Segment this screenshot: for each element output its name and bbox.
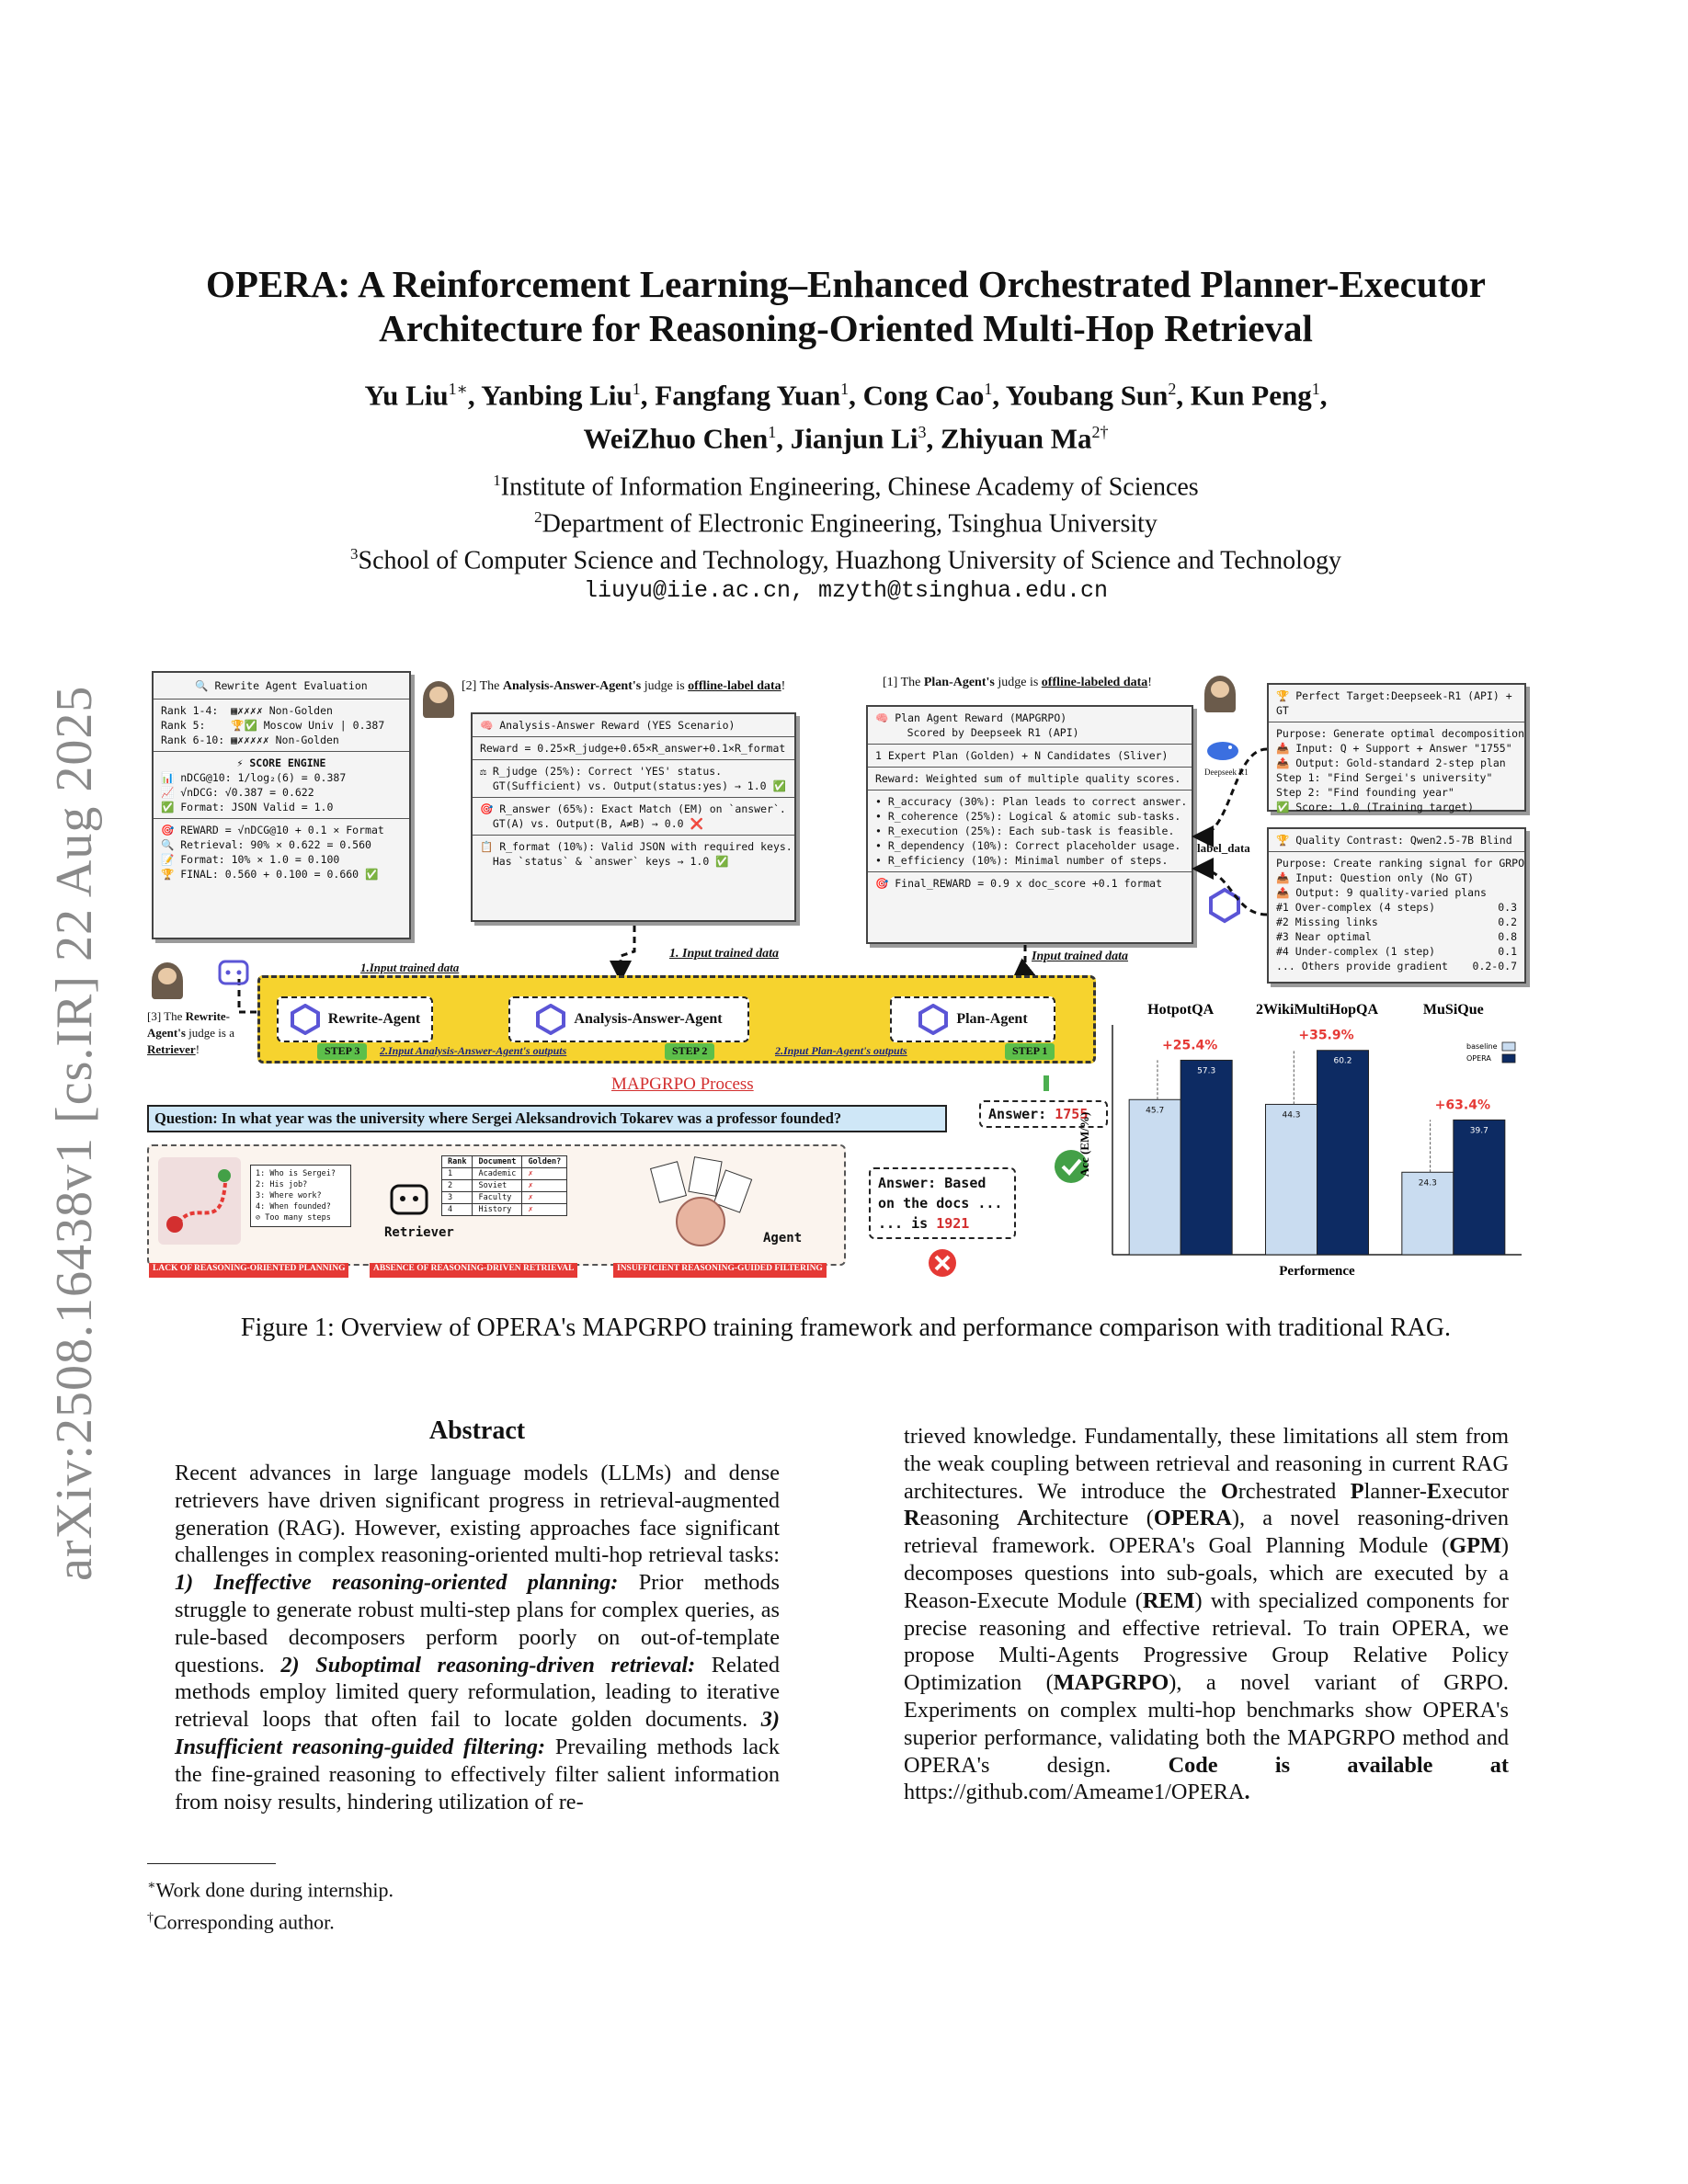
footnotes: [147, 1863, 791, 1937]
table-header-cell: Golden?: [522, 1156, 567, 1168]
text-run: Prior methods struggle to generate robust multi-step plans for complex queries, as rule-based decomposers perform poorly on out-of-template questions.: [175, 1570, 780, 1678]
author-name: Yu Liu: [364, 379, 449, 412]
author-affil-mark: 1: [768, 423, 777, 442]
sub-question: 1: Who is Sergei?: [256, 1169, 336, 1178]
label-part: judge is: [994, 676, 1042, 689]
quality-row-label: #3 Near optimal: [1276, 930, 1372, 943]
table-row: [442, 1168, 567, 1180]
author-emails[interactable]: liuyu@iie.ac.cn, mzyth@tsinghua.edu.cn: [583, 576, 1109, 604]
step-2-badge: STEP 2: [665, 1043, 714, 1060]
footnote-mark: ∗: [147, 1879, 156, 1893]
bold-text: O: [1220, 1478, 1238, 1504]
quality-line: 📥 Input: Question only (No GT): [1276, 871, 1475, 884]
bold-text: A: [1017, 1506, 1033, 1531]
rewriter-judge-label: [147, 1008, 257, 1058]
perfect-target-line: Purpose: Generate optimal decomposition: [1276, 727, 1525, 740]
abstract-heading: Abstract: [428, 1416, 526, 1445]
plan-title-line: Scored by Deepseek R1 (API): [875, 726, 1079, 739]
rewrite-eval-title: 🔍 Rewrite Agent Evaluation: [195, 679, 368, 692]
footnote: [147, 1871, 791, 1904]
text-run: ) decomposes questions into sub-goals, which are executed by a Reason-Execute Module (: [904, 1533, 1509, 1613]
correct-answer-value: 1755: [1055, 1106, 1089, 1122]
affiliation-text: Institute of Information Engineering, Chinese Academy of Sciences: [500, 472, 1199, 501]
plan-reward-item: • R_dependency (10%): Correct placeholder usage.: [875, 839, 1181, 852]
plan-reward-item: • R_efficiency (10%): Minimal number of steps.: [875, 854, 1169, 867]
judge-line: GT(Sufficient) vs. Output(status:yes) → 1.0 ✅: [480, 779, 786, 792]
table-row: [442, 1192, 567, 1204]
bold-text: P: [1350, 1478, 1364, 1504]
perfect-target-line: 📥 Input: Q + Support + Answer "1755": [1276, 742, 1512, 755]
rank-line: Rank 5: 🏆✅ Moscow Univ | 0.387: [161, 719, 385, 732]
author-name: Cong Cao: [862, 379, 985, 412]
perfect-target-line: 📤 Output: Gold-standard 2-step plan: [1276, 756, 1506, 769]
deepseek-label: Deepseek R1: [1204, 768, 1249, 777]
bar-baseline: [1266, 1104, 1317, 1255]
footnote-rule: [147, 1863, 276, 1864]
mapgrpo-process-title: MAPGRPO Process: [611, 1075, 754, 1094]
author-name: Zhiyuan Ma: [940, 422, 1092, 455]
label-part: Plan-Agent's: [923, 676, 995, 689]
bold-text: R: [904, 1506, 920, 1531]
table-cell: 3: [442, 1192, 473, 1204]
category-label: 2WikiMultiHopQA: [1255, 1002, 1379, 1018]
quality-row-score: 0.8: [1498, 930, 1517, 943]
bold-text: .: [1244, 1780, 1250, 1805]
text-run: Prevailing methods lack the fine-grained reasoning to effectively filter salient information from noisy results, hindering utilization of re-: [175, 1734, 780, 1814]
quality-line: 📤 Output: 9 quality-varied plans: [1276, 886, 1487, 899]
affiliation: [138, 539, 1554, 575]
arxiv-stamp: arXiv:2508.16438v1 [cs.IR] 22 Aug 2025: [46, 685, 103, 1581]
table-cell: ✗: [522, 1180, 567, 1192]
footnote-text: Work done during internship.: [155, 1878, 394, 1902]
table-cell: ✗: [522, 1192, 567, 1204]
bold-text: OPERA: [1153, 1506, 1232, 1531]
bar-opera: [1180, 1060, 1232, 1255]
label-part: [2] The: [462, 679, 503, 693]
footnote: [147, 1904, 791, 1936]
label-part: [3] The: [147, 1009, 186, 1023]
figure-1: [147, 666, 1526, 1291]
reward-line: 📝 Format: 10% × 1.0 = 0.100: [161, 853, 340, 866]
improvement-label: +35.9%: [1298, 1028, 1354, 1043]
table-cell: ✗: [522, 1168, 567, 1180]
author-list: [138, 370, 1554, 458]
label-part: judge is a: [185, 1026, 234, 1040]
cross-icon: [927, 1247, 958, 1279]
plan-candidates: 1 Expert Plan (Golden) + N Candidates (Sliver): [868, 744, 1192, 767]
score-line: 📊 nDCG@10: 1/log₂(6) = 0.387: [161, 771, 347, 784]
reward-line: 🎯 REWARD = √nDCG@10 + 0.1 × Format: [161, 824, 384, 836]
label-part: judge is: [641, 679, 689, 693]
legend-label: baseline: [1466, 1042, 1498, 1051]
label-data-text: label_data: [1197, 841, 1250, 855]
table-row: [442, 1180, 567, 1192]
author-name: Youbang Sun: [1005, 379, 1169, 412]
table-row: [442, 1204, 567, 1216]
score-engine-title: ⚡ SCORE ENGINE: [236, 756, 326, 769]
paper-title: [138, 262, 1554, 350]
step-2-text: 2.Input Plan-Agent's outputs: [775, 1044, 907, 1057]
legend-swatch: [1502, 1054, 1515, 1063]
retriever-robot-icon: [217, 959, 250, 988]
quality-row-label: #2 Missing links: [1276, 916, 1378, 928]
text-run: trieved knowledge. Fundamentally, these limitations all stem from the weak coupling between retrieval and reasoning in current RAG architectures. We introduce the: [904, 1424, 1509, 1504]
quality-row-score: 0.2: [1498, 916, 1517, 928]
legend-swatch: [1502, 1042, 1515, 1051]
affiliation-mark: 2: [534, 507, 542, 526]
footnote-text: Corresponding author.: [154, 1910, 335, 1934]
quality-row-label: ... Others provide gradient: [1276, 960, 1448, 973]
plan-final-reward: 🎯 Final_REWARD = 0.9 x doc_score +0.1 format: [868, 871, 1192, 894]
table-header-cell: Rank: [442, 1156, 473, 1168]
title-block: [138, 262, 1554, 606]
quality-row-score: 0.3: [1498, 901, 1517, 914]
affiliation: [138, 465, 1554, 502]
bold-text: MAPGRPO: [1053, 1670, 1169, 1696]
author-affil-mark: 3: [918, 423, 927, 442]
bar-value-label: 60.2: [1333, 1056, 1352, 1066]
table-cell: ✗: [522, 1204, 567, 1216]
label-part: !: [1147, 676, 1152, 689]
rewriter-judge-avatar-icon: [152, 962, 183, 999]
author-affil-mark: 1: [840, 380, 850, 398]
correct-answer-label: Answer:: [988, 1106, 1055, 1122]
step-3-text: 2.Input Analysis-Answer-Agent's outputs: [380, 1044, 567, 1057]
quality-line: Purpose: Create ranking signal for GRPO: [1276, 857, 1525, 870]
rewrite-agent-label: Rewrite-Agent: [327, 1011, 421, 1027]
format-line: Has `status` & `answer` keys → 1.0 ✅: [480, 855, 729, 868]
abstract-column-left: [175, 1416, 780, 1815]
bar-value-label: 44.3: [1282, 1110, 1301, 1120]
bold-text: REM: [1142, 1587, 1195, 1613]
analysis-reward-title: 🧠 Analysis-Answer Reward (YES Scenario): [480, 719, 736, 732]
wrong-answer-line-2: on the docs ...: [878, 1195, 1003, 1211]
author-affil-mark: 2: [1168, 380, 1177, 398]
format-line: 📋 R_format (10%): Valid JSON with required keys.: [480, 840, 793, 853]
plan-reward-item: • R_accuracy (30%): Plan leads to correct answer.: [875, 795, 1188, 808]
label-part: offline-label data: [688, 679, 781, 693]
document-pile-icon: [645, 1155, 756, 1252]
label-part: Rewrite-: [185, 1009, 230, 1023]
emphasis: 2) Suboptimal reasoning-driven retrieval:: [280, 1652, 696, 1678]
step-1-badge: STEP 1: [1005, 1043, 1055, 1060]
rank-line: Rank 1-4: ▦✗✗✗✗ Non-Golden: [161, 704, 333, 717]
retriever-bot-icon: [386, 1178, 432, 1223]
author-affil-mark: 2†: [1091, 423, 1109, 442]
quality-row-label: #4 Under-complex (1 step): [1276, 945, 1436, 958]
table-cell: Academic: [473, 1168, 522, 1180]
text-run: easoning: [919, 1506, 1018, 1531]
perfect-target-line: Step 1: "Find Sergei's university": [1276, 771, 1493, 784]
text-run: ) with specialized components for precise reasoning and effective retrieval. To train OPERA, we propose Multi-Agents Progressive Group Relative Policy Optimization (: [904, 1587, 1509, 1696]
title-line-2: Architecture for Reasoning-Oriented Multi-Hop Retrieval: [379, 307, 1313, 349]
sub-question: ⊘ Too many steps: [256, 1213, 331, 1223]
analysis-formula: Reward = 0.25×R_judge+0.65×R_answer+0.1×R_format: [473, 736, 794, 759]
table-cell: Faculty: [473, 1192, 522, 1204]
answer-line: 🎯 R_answer (65%): Exact Match (EM) on `answer`.: [480, 802, 786, 815]
authors-line-2: WeiZhuo Chen$^1$, Jianjun Li$^3$, Zhiyuan $Ma^{2\dagger}$: [583, 422, 1109, 455]
input-trained-label-1: 1.Input trained data: [360, 961, 460, 974]
author-name: WeiZhuo Chen: [583, 422, 769, 455]
rewrite-agent-box[interactable]: [277, 996, 433, 1042]
table-header-cell: Document: [473, 1156, 522, 1168]
author-name: Yanbing Liu: [481, 379, 633, 412]
label-part: Agent's: [147, 1026, 186, 1040]
agent-label: Agent: [763, 1231, 803, 1246]
score-line: 📈 √nDCG: √0.387 = 0.622: [161, 786, 314, 799]
authors-line-1: Yu Liu$^{1∗}$, Yanbing Liu$^1$, Fangfang Yuan$^1$, Cong Cao$^1$, Youbang Sun$^2$, Kun Peng$^1$,: [364, 379, 1328, 412]
analysis-answer-agent-box[interactable]: [508, 996, 749, 1042]
text-run: xecutor: [1442, 1478, 1509, 1504]
plan-reward-item: • R_execution (25%): Each sub-task is feasible.: [875, 825, 1175, 837]
sub-question-list: [250, 1165, 351, 1227]
text-run: ), a novel variant of GRPO. Experiments on complex multi-hop benchmarks show OPERA's superior performance, validating both the MAPGRPO method and OPERA's design.: [904, 1670, 1509, 1778]
author-name: Jianjun Li: [790, 422, 918, 455]
plan-agent-box[interactable]: [890, 996, 1055, 1042]
author-affil-mark: 1∗: [448, 380, 468, 398]
author-affil-mark: 1: [632, 380, 641, 398]
author-name: Kun Peng: [1190, 379, 1312, 412]
text-run: https://github.com/Ameame1/OPERA: [904, 1780, 1245, 1805]
plan-weighted: Reward: Weighted sum of multiple quality scores.: [868, 767, 1192, 790]
category-label: MuSiQue: [1422, 1002, 1484, 1018]
table-cell: Soviet: [473, 1180, 522, 1192]
failure-cases-row: [147, 1144, 846, 1273]
label-part: !: [781, 679, 786, 693]
quality-row-label: #1 Over-complex (4 steps): [1276, 901, 1436, 914]
bar-value-label: 57.3: [1197, 1066, 1216, 1076]
tag-filtering-failure: INSUFFICIENT REASONING-GUIDED FILTERING: [613, 1263, 827, 1278]
quality-contrast-title: 🏆 Quality Contrast: Qwen2.5-7B Blind: [1276, 834, 1512, 847]
text-run: Recent advances in large language models (LLMs) and dense retrievers have driven significant progress in retrieval-augmented generation (RAG). However, existing approaches face significant challenges in complex reasoning-oriented multi-hop retrieval tasks:: [175, 1461, 780, 1568]
label-part: offline-labeled data: [1041, 676, 1148, 689]
rewrite-agent-icon: [290, 1004, 321, 1035]
emphasis: 1) Ineffective reasoning-oriented planning:: [175, 1570, 619, 1596]
input-trained-label-2: 1. Input trained data: [669, 947, 780, 961]
label-part: !: [195, 1042, 200, 1056]
figure-caption: Figure 1: Overview of OPERA's MAPGRPO training framework and performance comparison with traditional RAG.: [240, 1314, 1452, 1342]
plan-reward-item: • R_coherence (25%): Logical & atomic sub-tasks.: [875, 810, 1181, 823]
affiliation-list: [138, 465, 1554, 576]
reward-line: 🔍 Retrieval: 90% × 0.622 = 0.560: [161, 838, 371, 851]
wrong-answer-box: [869, 1167, 1016, 1239]
affiliation-mark: 1: [493, 471, 501, 489]
author-name: Fangfang Yuan: [655, 379, 841, 412]
text-run: rchestrated: [1237, 1478, 1351, 1504]
mapgrpo-pipeline: [257, 975, 1096, 1064]
text-run: Related methods employ limited query reformulation, leading to iterative retrieval loops that often fail to locate golden documents.: [175, 1652, 780, 1733]
question-bar: Question: In what year was the university where Sergei Aleksandrovich Tokarev was a professor founded?: [147, 1105, 947, 1132]
improvement-label: +25.4%: [1162, 1038, 1218, 1053]
x-axis-label: Performence: [1279, 1264, 1355, 1279]
score-line: ✅ Format: JSON Valid = 1.0: [161, 801, 334, 813]
plan-title-line: 🧠 Plan Agent Reward (MAPGRPO): [875, 711, 1067, 724]
rank-line: Rank 6-10: ▦✗✗✗✗✗ Non-Golden: [161, 734, 339, 746]
retriever-label: Retriever: [384, 1225, 454, 1240]
bold-text: E: [1426, 1478, 1443, 1504]
affiliation-mark: 3: [350, 545, 359, 563]
sub-question: 2: His job?: [256, 1180, 308, 1189]
quality-row-score: 0.2-0.7: [1472, 960, 1517, 973]
text-run: lanner-: [1363, 1478, 1427, 1504]
performance-bar-chart: [1076, 997, 1526, 1291]
tag-planning-failure: LACK OF REASONING-ORIENTED PLANNING: [149, 1263, 348, 1278]
bar-value-label: 45.7: [1146, 1106, 1165, 1116]
quality-row-score: 0.1: [1498, 945, 1517, 958]
retrieval-rank-table: [441, 1155, 567, 1216]
bar-opera: [1454, 1120, 1505, 1255]
bar-opera: [1317, 1051, 1369, 1255]
sub-question: 3: Where work?: [256, 1191, 322, 1200]
map-route-icon: [156, 1155, 244, 1247]
bold-text: GPM: [1449, 1533, 1501, 1559]
bar-value-label: 24.3: [1418, 1178, 1437, 1189]
footnote-mark: †: [147, 1911, 154, 1926]
answer-line: GT(A) vs. Output(B, A≠B) → 0.0 ❌: [480, 817, 703, 830]
perfect-target-line: ✅ Score: 1.0 (Training target): [1276, 801, 1475, 813]
bar-baseline: [1129, 1099, 1180, 1255]
affiliation-text: School of Computer Science and Technology, Huazhong University of Science and Technology: [358, 546, 1341, 575]
perfect-target-line: Step 2: "Find founding year": [1276, 786, 1454, 799]
table-cell: 1: [442, 1168, 473, 1180]
perfect-target-title: 🏆 Perfect Target:Deepseek-R1 (API) + GT: [1276, 689, 1512, 717]
author-affil-mark: 1: [984, 380, 993, 398]
table-cell: History: [473, 1204, 522, 1216]
plan-agent-label: Plan-Agent: [956, 1011, 1028, 1027]
bold-text: Code is available at: [1168, 1752, 1509, 1778]
abstract-column-right: [904, 1423, 1509, 1806]
legend-label: OPERA: [1466, 1054, 1491, 1063]
step-3-badge: STEP 3: [317, 1043, 367, 1060]
judge-line: ⚖ R_judge (25%): Correct 'YES' status.: [480, 765, 723, 778]
wrong-answer-line-3: ... is: [878, 1215, 937, 1232]
table-cell: 4: [442, 1204, 473, 1216]
abstract-text-right: [904, 1423, 1509, 1806]
plan-agent-icon: [918, 1004, 949, 1035]
affiliations: [138, 465, 1554, 606]
label-part: Retriever: [147, 1042, 196, 1056]
label-part: [1] The: [883, 676, 924, 689]
footnote-list: [147, 1871, 791, 1937]
label-part: Analysis-Answer-Agent's: [502, 679, 642, 693]
analysis-agent-icon: [535, 1004, 566, 1035]
author-affil-mark: 1: [1311, 380, 1320, 398]
text-run: rchitecture (: [1032, 1506, 1154, 1531]
text-run: ), a novel reasoning-driven retrieval framework. OPERA's Goal Planning Module (: [904, 1506, 1509, 1559]
emphasis: 3) Insufficient reasoning-guided filtering:: [175, 1707, 780, 1759]
bar-value-label: 39.7: [1469, 1126, 1488, 1136]
reward-line: 🏆 FINAL: 0.560 + 0.100 = 0.660 ✅: [161, 868, 379, 881]
y-axis-label: Acc (EM/%): [1078, 1111, 1091, 1177]
table-header-row: [442, 1156, 567, 1168]
improvement-label: +63.4%: [1434, 1098, 1490, 1113]
category-label: HotpotQA: [1147, 1002, 1215, 1018]
sub-question: 4: When founded?: [256, 1202, 331, 1211]
affiliation-text: Department of Electronic Engineering, Tsinghua University: [542, 509, 1158, 539]
input-trained-label-3: Input trained data: [1032, 950, 1129, 963]
table-cell: 2: [442, 1180, 473, 1192]
analysis-agent-label: Analysis-Answer-Agent: [574, 1011, 723, 1027]
tag-retrieval-failure: ABSENCE OF REASONING-DRIVEN RETRIEVAL: [370, 1263, 577, 1278]
abstract-text-left: [175, 1460, 780, 1815]
wrong-answer-value: 1921: [936, 1215, 970, 1232]
wrong-answer-line-1: Answer: Based: [878, 1175, 987, 1191]
affiliation: [138, 502, 1554, 539]
title-line-1: OPERA: A Reinforcement Learning–Enhanced Orchestrated Planner-Executor: [206, 263, 1486, 305]
